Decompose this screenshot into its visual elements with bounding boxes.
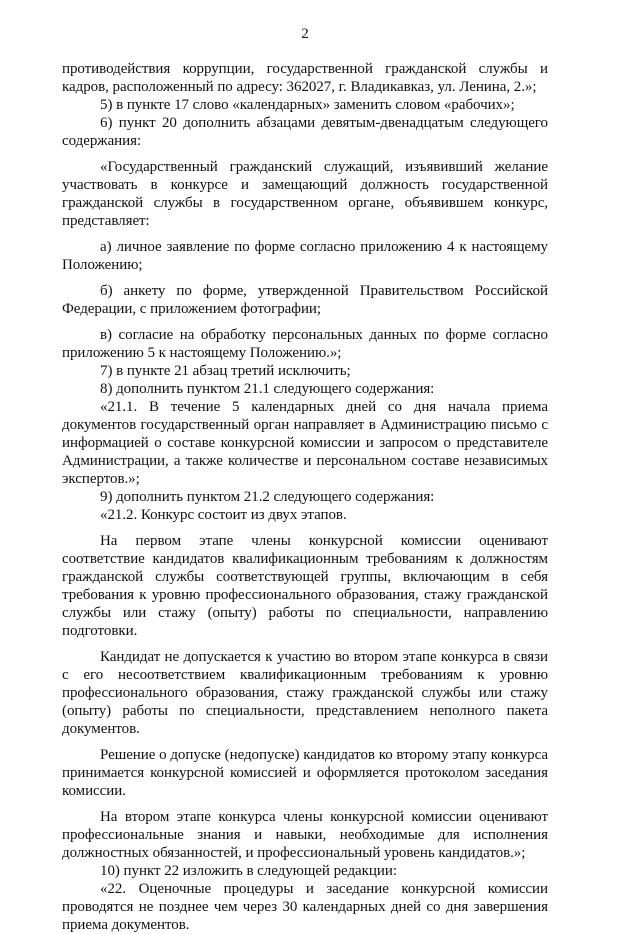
page-number: 2: [301, 26, 309, 42]
paragraph-clause-21-2: «21.2. Конкурс состоит из двух этапов.: [100, 507, 347, 523]
paragraph-admission-decision: Решение о допуске (недопуске) кандидатов ко второму этапу конкурса принимается конкурсной комиссией и оформляется протоколом заседания комиссии.: [62, 747, 548, 799]
paragraph-subitem-a: а) личное заявление по форме согласно приложению 4 к настоящему Положению;: [62, 239, 548, 273]
paragraph-clause-21-1: «21.1. В течение 5 календарных дней со дня начала приема документов государственный орган направляет в Администрацию письмо с информацией о составе конкурсной комиссии и запросом о представителе Администрации, а также количестве и персональном составе независимых экспертов.»;: [62, 399, 548, 487]
paragraph-item-8: 8) дополнить пунктом 21.1 следующего содержания:: [100, 381, 435, 397]
paragraph-subitem-b: б) анкету по форме, утвержденной Правительством Российской Федерации, с приложением фотографии;: [62, 283, 548, 317]
paragraph-not-admitted: Кандидат не допускается к участию во втором этапе конкурса в связи с его несоответствием квалификационным требованиям к уровню профессионального образования, стажу гражданской службы или стажу (опыту) работы по специальности, представлением неполного пакета документов.: [62, 649, 548, 737]
paragraph-continuation: противодействия коррупции, государственной гражданской службы и кадров, расположенный по адресу: 362027, г. Владикавказ, ул. Ленина, 2.»;: [62, 61, 548, 95]
paragraph-second-stage: На втором этапе конкурса члены конкурсной комиссии оценивают профессиональные знания и навыки, необходимые для исполнения должностных обязанностей, и профессиональный уровень кандидатов.»;: [62, 809, 548, 861]
paragraph-item-6: 6) пункт 20 дополнить абзацами девятым-двенадцатым следующего содержания:: [62, 115, 548, 149]
paragraph-item-7: 7) в пункте 21 абзац третий исключить;: [100, 363, 351, 379]
paragraph-item-9: 9) дополнить пунктом 21.2 следующего содержания:: [100, 489, 435, 505]
document-page: [62, 26, 548, 934]
paragraph-subitem-v: в) согласие на обработку персональных данных по форме согласно приложению 5 к настоящему Положению.»;: [62, 327, 548, 361]
paragraph-item-5: 5) в пункте 17 слово «календарных» заменить словом «рабочих»;: [100, 97, 515, 113]
paragraph-clause-22: «22. Оценочные процедуры и заседание конкурсной комиссии проводятся не позднее чем через 30 календарных дней со дня завершения приема документов.: [62, 881, 548, 933]
paragraph-item-10: 10) пункт 22 изложить в следующей редакции:: [100, 863, 397, 879]
paragraph-first-stage: На первом этапе члены конкурсной комиссии оценивают соответствие кандидатов квалификационным требованиям к должностям гражданской службы соответствующей группы, включающим в себя требования к уровню профессионального образования, стажу гражданской службы или стажу (опыту) работы по специальности, направлению подготовки.: [62, 533, 548, 639]
paragraph-quote-civil-servant: «Государственный гражданский служащий, изъявивший желание участвовать в конкурсе и замещающий должность государственной гражданской службы в государственном органе, объявившем конкурс, представляет:: [62, 159, 548, 229]
